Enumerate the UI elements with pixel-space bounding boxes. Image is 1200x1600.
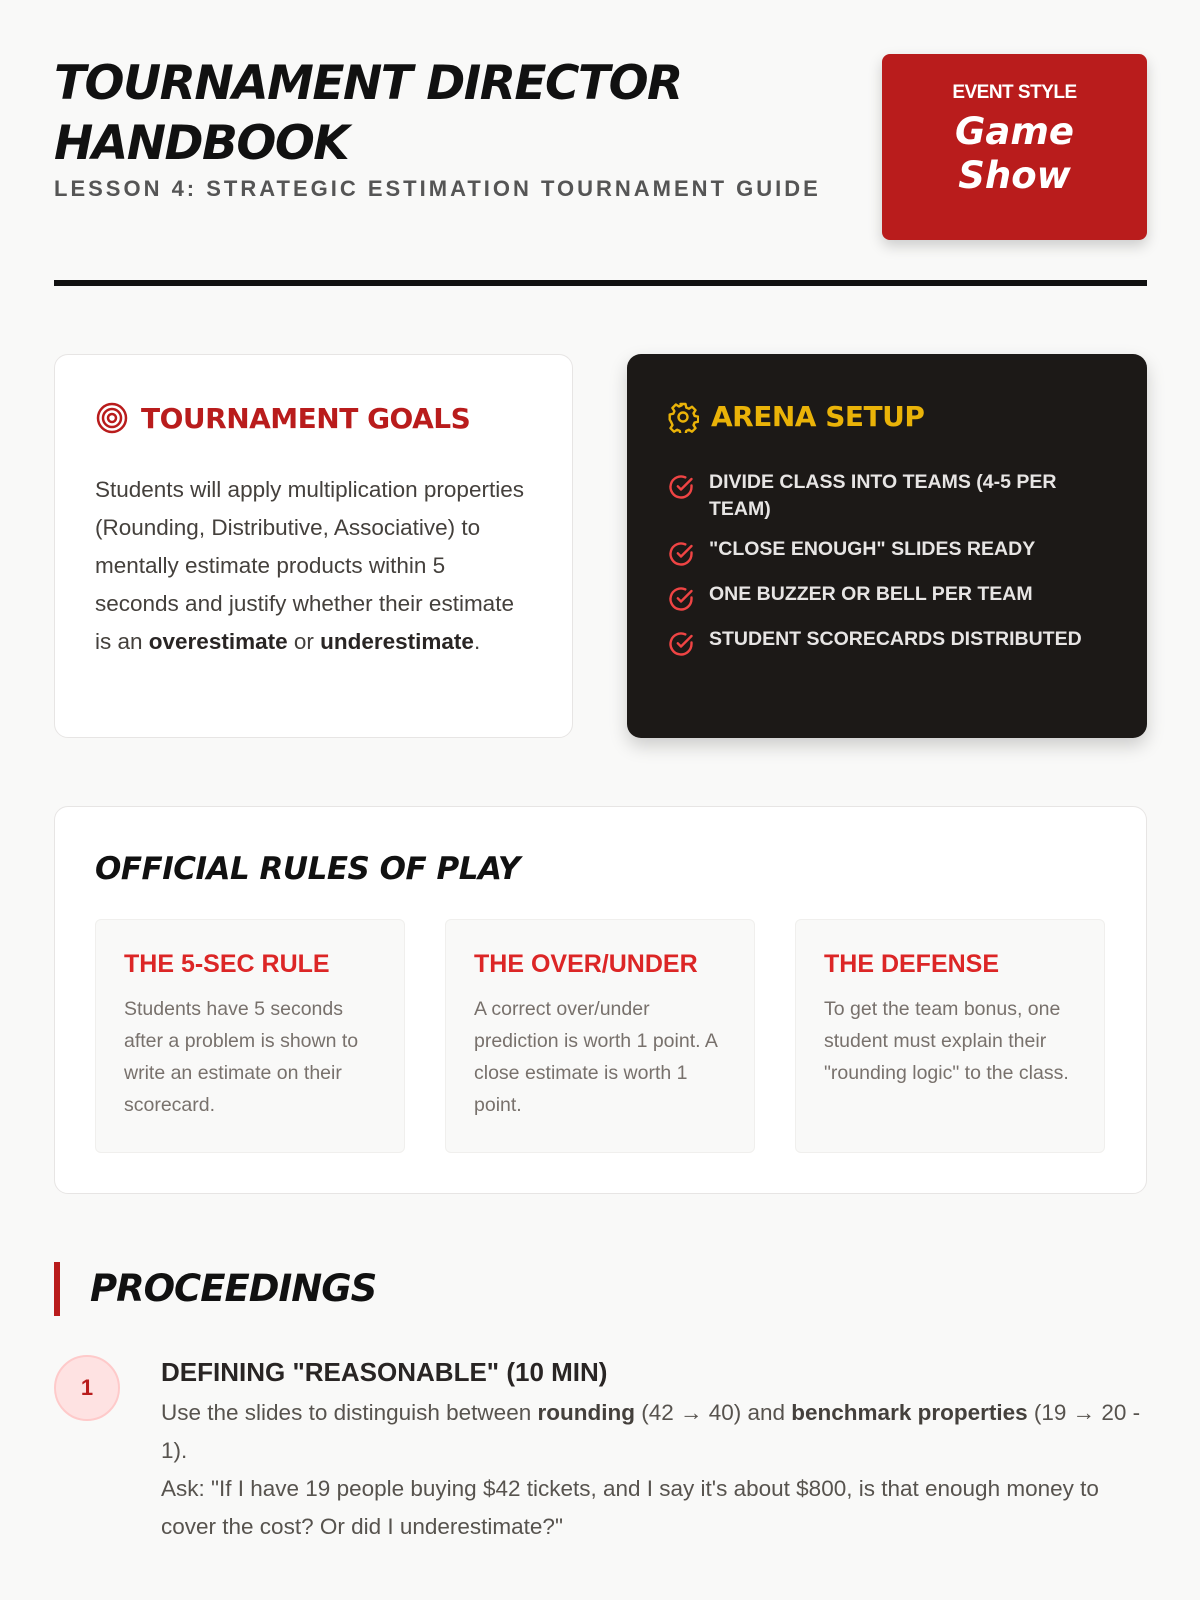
rule-box bbox=[95, 919, 405, 1153]
checklist-item bbox=[667, 469, 1107, 523]
rule-text: Students have 5 seconds after a problem is shown to write an estimate on their scorecard. bbox=[124, 998, 359, 1116]
goals-text-part: Students will apply multiplication properties (Rounding, Distributive, Associative) to mentally estimate products within 5 seconds and justify whether their estimate is an bbox=[95, 477, 524, 654]
checklist-item-label: DIVIDE CLASS INTO TEAMS (4-5 PER TEAM) bbox=[709, 471, 1057, 520]
goals-keyword-underestimate: underestimate bbox=[320, 629, 474, 654]
page-subtitle: LESSON 4: STRATEGIC ESTIMATION TOURNAMENT GUIDE bbox=[54, 176, 821, 201]
rule-box bbox=[445, 919, 755, 1153]
step-title: DEFINING "REASONABLE" (10 MIN) bbox=[161, 1357, 608, 1387]
proceedings-accent-bar bbox=[54, 1262, 60, 1316]
arena-heading-text: ARENA SETUP bbox=[711, 400, 925, 433]
step-text-part: (19 → 20 - 1). bbox=[161, 1400, 1141, 1463]
checklist-item-label: ONE BUZZER OR BELL PER TEAM bbox=[709, 583, 1033, 605]
rule-title: THE DEFENSE bbox=[824, 950, 1000, 978]
step-keyword-rounding: rounding bbox=[537, 1400, 635, 1425]
goals-heading-text: TOURNAMENT GOALS bbox=[141, 401, 471, 435]
goals-keyword-overestimate: overestimate bbox=[148, 629, 288, 654]
check-circle-icon bbox=[667, 585, 695, 613]
checklist-item-label: STUDENT SCORECARDS DISTRIBUTED bbox=[709, 628, 1082, 650]
checklist-item bbox=[667, 536, 1107, 568]
event-style-label: EVENT STYLE bbox=[952, 82, 1077, 103]
arena-heading bbox=[667, 400, 1107, 433]
gear-icon bbox=[667, 401, 699, 433]
proceedings-title: PROCEEDINGS bbox=[90, 1267, 377, 1310]
handbook-page bbox=[54, 0, 1147, 1539]
checklist-item bbox=[667, 626, 1107, 658]
rule-box bbox=[795, 919, 1105, 1153]
step-text bbox=[161, 1394, 1147, 1546]
step-question: Ask: "If I have 19 people buying $42 tickets, and I say it's about $800, is that enough money to cover the cost? Or did I underestimate?" bbox=[161, 1476, 1099, 1539]
page-title: TOURNAMENT DIRECTOR HANDBOOK bbox=[54, 56, 682, 171]
goals-heading bbox=[95, 401, 532, 435]
step-text-part: (42 → 40) and bbox=[634, 1400, 792, 1425]
arena-setup-card bbox=[627, 354, 1147, 738]
rules-grid bbox=[95, 919, 1106, 1153]
step-number-badge: 1 bbox=[54, 1355, 120, 1421]
arena-checklist bbox=[667, 469, 1107, 658]
check-circle-icon bbox=[667, 473, 695, 501]
step-body bbox=[161, 1357, 1147, 1546]
rule-text: A correct over/under prediction is worth 1 point. A close estimate is worth 1 point. bbox=[474, 998, 717, 1116]
step-text-part: Use the slides to distinguish between bbox=[161, 1400, 538, 1425]
header-divider bbox=[54, 280, 1147, 286]
rule-title: THE 5-SEC RULE bbox=[124, 950, 330, 978]
rules-title: OFFICIAL RULES OF PLAY bbox=[95, 851, 520, 887]
goals-description bbox=[95, 471, 532, 661]
goals-text-part: . bbox=[473, 629, 481, 654]
goals-text-part: or bbox=[287, 629, 321, 654]
checklist-item-label: "CLOSE ENOUGH" SLIDES READY bbox=[709, 538, 1036, 560]
page-header bbox=[54, 0, 1147, 290]
check-circle-icon bbox=[667, 630, 695, 658]
event-style-value: Game Show bbox=[955, 110, 1074, 197]
event-style-badge bbox=[882, 54, 1147, 240]
step-keyword-benchmark: benchmark properties bbox=[791, 1400, 1028, 1425]
rule-title: THE OVER/UNDER bbox=[474, 950, 698, 978]
check-circle-icon bbox=[667, 540, 695, 568]
tournament-goals-card bbox=[54, 354, 573, 738]
target-icon bbox=[95, 401, 129, 435]
checklist-item bbox=[667, 581, 1107, 613]
rule-text: To get the team bonus, one student must explain their "rounding logic" to the class. bbox=[824, 998, 1069, 1084]
official-rules-card bbox=[54, 806, 1147, 1194]
